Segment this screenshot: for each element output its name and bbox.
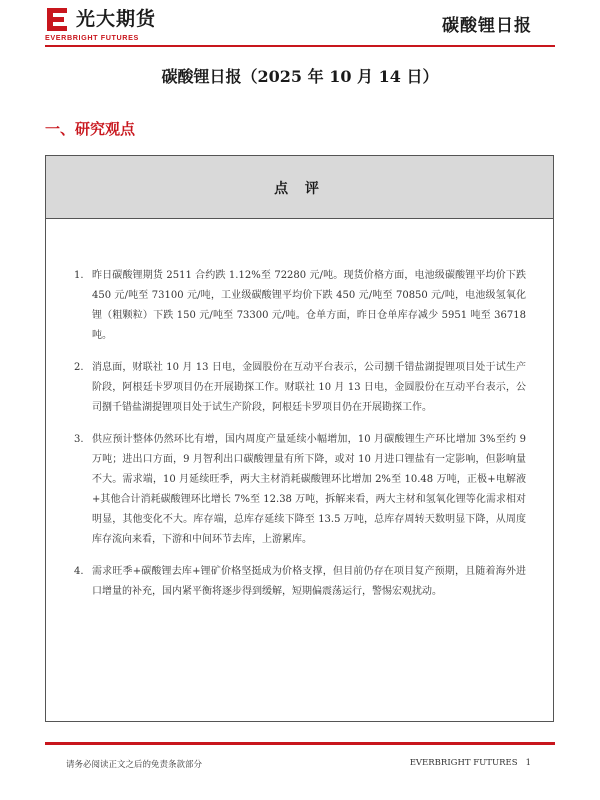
page-title: 碳酸锂日报（2025 年 10 月 14 日） (161, 67, 439, 86)
item-number: 3. (74, 434, 84, 445)
list-item (74, 430, 526, 550)
item-number: 4. (74, 566, 84, 577)
item-text: 消息面，财联社 10 月 13 日电，金圆股份在互动平台表示，公司捌千错盐湖提锂项目处于试生产阶段，阿根廷卡罗项目仍在开展勘探工作。财联社 10 月 13 日电，金圆股份在互动平台表示，公司捌千错盐湖提锂项目处于试生产阶段，阿根廷卡罗项目仍在开展勘探工作。 (92, 362, 526, 413)
commentary-heading: 点 评 (274, 181, 325, 197)
item-text: 昨日碳酸锂期货 2511 合约跌 1.12%至 72280 元/吨。现货价格方面，电池级碳酸锂平均价下跌 450 元/吨至 73100 元/吨，工业级碳酸锂平均价下跌 450 元/吨至 70850 元/吨，电池级氢氧化锂（粗颗粒）下跌 150 元/吨至 73300 元/吨。仓单方面，昨日仓单库存减少 5951 吨至 36718 吨。 (92, 270, 526, 341)
list-item (74, 266, 526, 346)
logo-subtitle: EVERBRIGHT FUTURES (45, 33, 139, 42)
header-divider (45, 45, 555, 47)
footer-divider (45, 742, 555, 745)
page-header (0, 0, 600, 50)
item-text: 供应预计整体仍然环比有增，国内周度产量延续小幅增加，10 月碳酸锂生产环比增加 3%至约 9 万吨；进出口方面，9 月智利出口碳酸锂量有所下降，或对 10 月进口锂盐有一定影响，但影响量不大。需求端，10 月延续旺季，两大主材消耗碳酸锂环比增加 2%至 10.48 万吨，正极+电解液+其他合计消耗碳酸锂环比增长 7%至 12.38 万吨，拆解来看，两大主材和氢氧化锂等化需求相对明显，其他变化不大。库存端，总库存延续下降至 13.5 万吨，总库存周转天数明显下降，从周度库存流向来看，下游和中间环节去库，上游累库。 (92, 434, 526, 545)
item-number: 1. (74, 270, 84, 281)
commentary-box (45, 155, 554, 722)
page-number: 1 (525, 758, 531, 768)
footer-brand-text: EVERBRIGHT FUTURES (409, 758, 518, 768)
list-item (74, 358, 526, 418)
report-name: 碳酸锂日报 (442, 16, 532, 36)
footer-disclaimer: 请务必阅读正文之后的免责条款部分 (66, 760, 203, 770)
commentary-list (74, 266, 526, 614)
section-title: 一、研究观点 (45, 120, 136, 138)
item-number: 2. (74, 362, 84, 373)
logo-text: 光大期货 (76, 8, 157, 30)
list-item (74, 562, 526, 602)
footer-brand (402, 758, 531, 768)
commentary-box-header (46, 156, 553, 219)
everbright-logo-icon (45, 6, 69, 32)
item-text: 需求旺季+碳酸锂去库+锂矿价格坚挺成为价格支撑，但目前仍存在项目复产预期，且随着海外进口增量的补充，国内紧平衡将逐步得到缓解，短期偏震荡运行，警惕宏观扰动。 (92, 566, 526, 597)
